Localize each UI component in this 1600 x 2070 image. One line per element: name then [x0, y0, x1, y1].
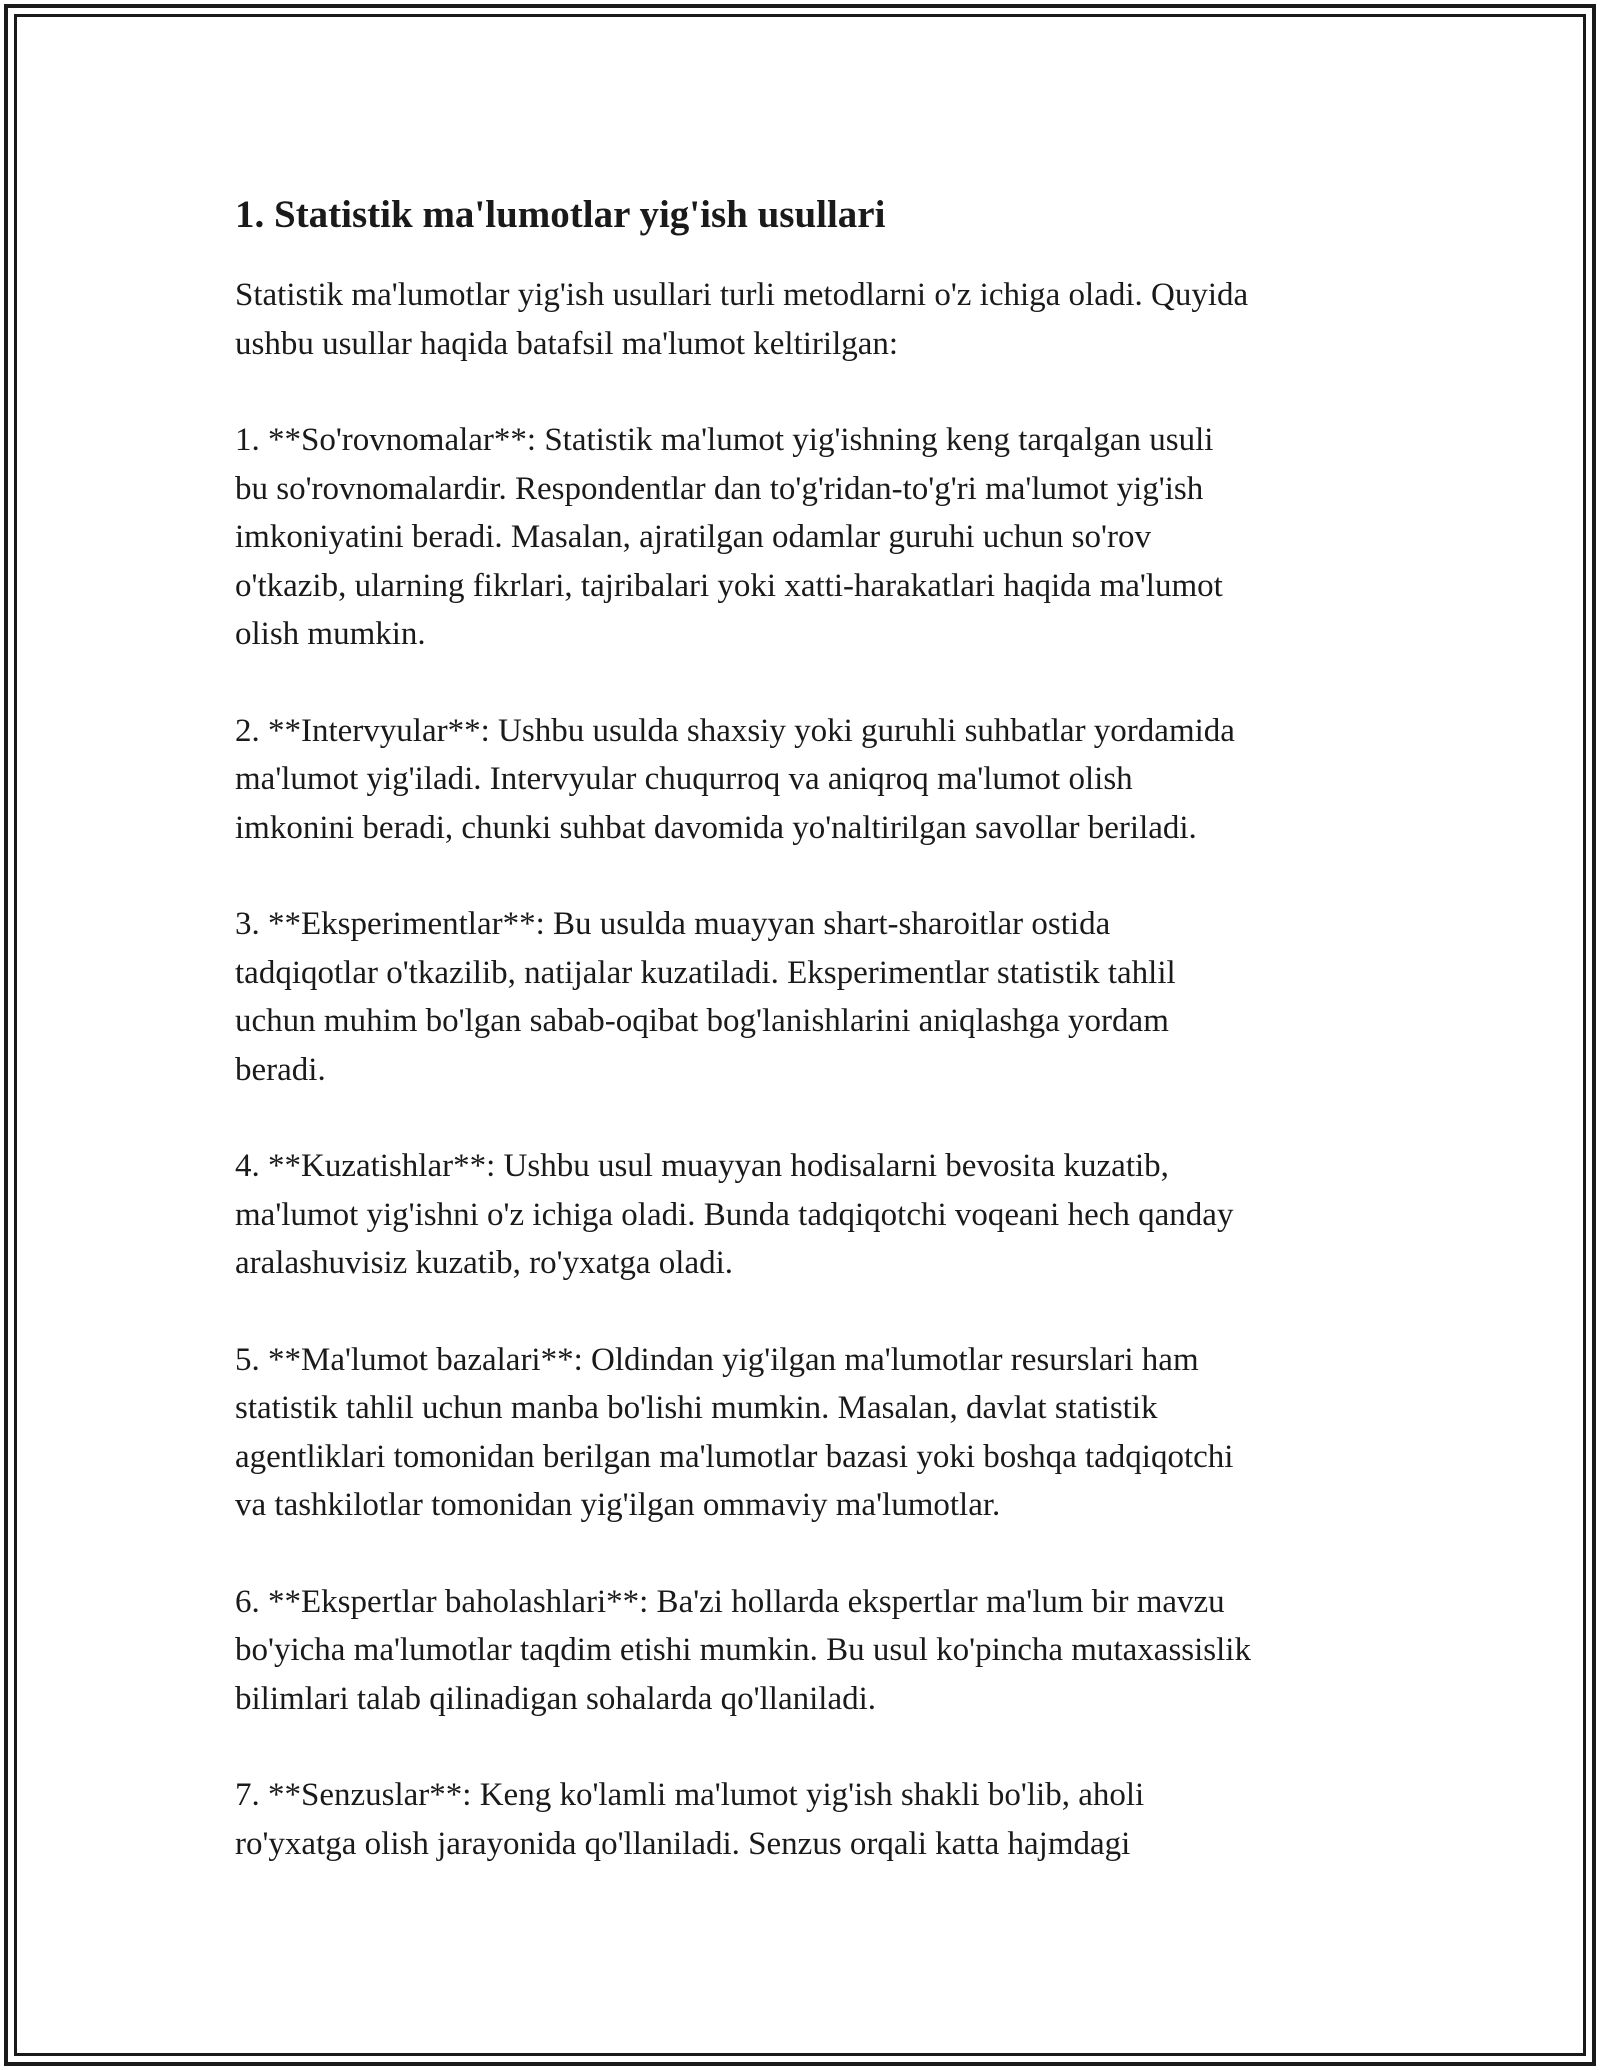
text-line: 3. **Eksperimentlar**: Bu usulda muayyan shart-sharoitlar ostida — [235, 906, 1111, 942]
text-line: statistik tahlil uchun manba bo'lishi mumkin. Masalan, davlat statistik — [235, 1390, 1158, 1426]
text-line: ro'yxatga olish jarayonida qo'llaniladi. Senzus orqali katta hajmdagi — [235, 1825, 1131, 1862]
text-line: beradi. — [235, 1051, 326, 1088]
text-line: tadqiqotlar o'tkazilib, natijalar kuzatiladi. Eksperimentlar statistik tahlil — [235, 954, 1176, 991]
text-line: ushbu usullar haqida batafsil ma'lumot keltirilgan: — [235, 325, 899, 362]
text-line: bo'yicha ma'lumotlar taqdim etishi mumkin. Bu usul ko'pincha mutaxassislik — [235, 1632, 1251, 1668]
text-line: uchun muhim bo'lgan sabab-oqibat bog'lanishlarini aniqlashga yordam — [235, 1003, 1169, 1039]
text-line: agentliklari tomonidan berilgan ma'lumotlar bazasi yoki boshqa tadqiqotchi — [235, 1438, 1234, 1475]
paragraph-intro — [235, 271, 1385, 368]
text-line: bilimlari talab qilinadigan sohalarda qo'llaniladi. — [235, 1680, 877, 1717]
text-line: 4. **Kuzatishlar**: Ushbu usul muayyan hodisalarni bevosita kuzatib, — [235, 1148, 1169, 1184]
paragraph-item-2 — [235, 707, 1385, 853]
text-line: olish mumkin. — [235, 616, 426, 652]
text-line: aralashuvisiz kuzatib, ro'yxatga oladi. — [235, 1245, 734, 1281]
text-line: 6. **Ekspertlar baholashlari**: Ba'zi hollarda ekspertlar ma'lum bir mavzu — [235, 1583, 1225, 1620]
text-line: 5. **Ma'lumot bazalari**: Oldindan yig'ilgan ma'lumotlar resurslari ham — [235, 1341, 1199, 1378]
text-line: 2. **Intervyular**: Ushbu usulda shaxsiy yoki guruhli suhbatlar yordamida — [235, 712, 1235, 749]
text-line: ma'lumot yig'iladi. Intervyular chuqurroq va aniqroq ma'lumot olish — [235, 761, 1133, 797]
paragraph-item-4 — [235, 1142, 1385, 1288]
text-line: bu so'rovnomalardir. Respondentlar dan to'g'ridan-to'g'ri ma'lumot yig'ish — [235, 470, 1204, 507]
text-line: Statistik ma'lumotlar yig'ish usullari turli metodlarni o'z ichiga oladi. Quyida — [235, 277, 1249, 313]
paragraph-item-3 — [235, 900, 1385, 1094]
text-line: 7. **Senzuslar**: Keng ko'lamli ma'lumot yig'ish shakli bo'lib, aholi — [235, 1777, 1145, 1813]
text-line: 1. **So'rovnomalar**: Statistik ma'lumot yig'ishning keng tarqalgan usuli — [235, 422, 1214, 458]
text-line: ma'lumot yig'ishni o'z ichiga oladi. Bunda tadqiqotchi voqeani hech qanday — [235, 1196, 1234, 1233]
document-body — [235, 185, 1385, 1916]
text-line: va tashkilotlar tomonidan yig'ilgan ommaviy ma'lumotlar. — [235, 1487, 1001, 1523]
text-line: imkoniyatini beradi. Masalan, ajratilgan odamlar guruhi uchun so'rov — [235, 519, 1151, 555]
paragraph-item-6 — [235, 1578, 1385, 1724]
text-line: o'tkazib, ularning fikrlari, tajribalari yoki xatti-harakatlari haqida ma'lumot — [235, 567, 1223, 604]
text-line: imkonini beradi, chunki suhbat davomida yo'naltirilgan savollar beriladi. — [235, 809, 1197, 846]
document-title: 1. Statistik ma'lumotlar yig'ish usullari — [235, 193, 886, 236]
paragraph-item-1 — [235, 416, 1385, 659]
paragraph-item-5 — [235, 1336, 1385, 1530]
paragraph-item-7 — [235, 1771, 1385, 1868]
